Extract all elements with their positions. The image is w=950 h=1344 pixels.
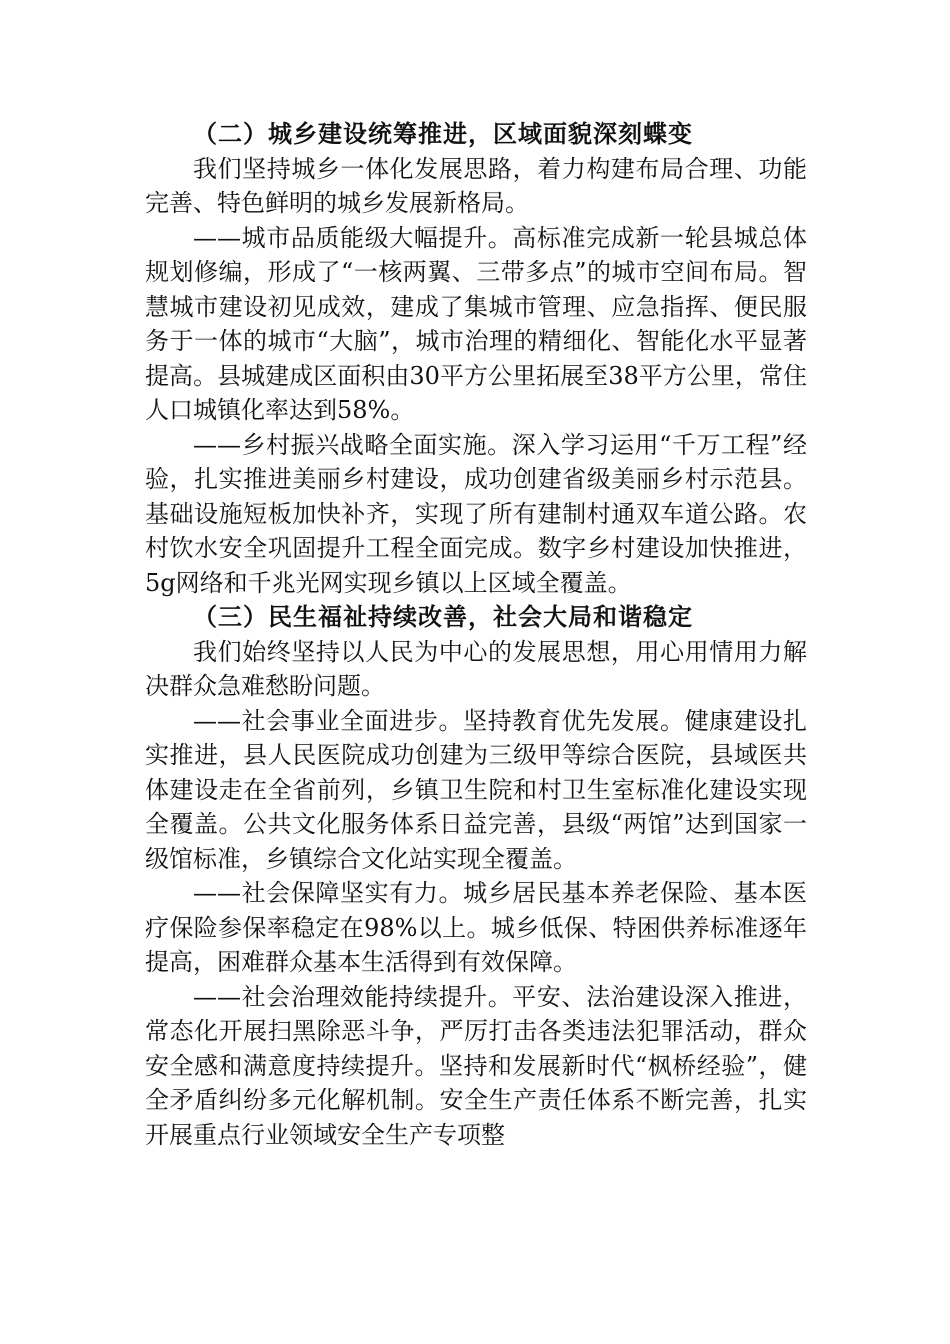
document-body <box>145 117 807 1152</box>
section-3-paragraph-social-security: ——社会保障坚实有力。城乡居民基本养老保险、基本医疗保险参保率稳定在98%以上。城乡低保、特困供养标准逐年提高，困难群众基本生活得到有效保障。 <box>145 879 807 976</box>
section-3-paragraph-social-undertakings: ——社会事业全面进步。坚持教育优先发展。健康建设扎实推进，县人民医院成功创建为三级甲等综合医院，县域医共体建设走在全省前列，乡镇卫生院和村卫生室标准化建设实现全覆盖。公共文化服务体系日益完善，县级“两馆”达到国家一级馆标准，乡镇综合文化站实现全覆盖。 <box>145 706 807 873</box>
section-heading-2: （二）城乡建设统筹推进，区域面貌深刻蝶变 <box>193 120 693 148</box>
section-2-intro: 我们坚持城乡一体化发展思路，着力构建布局合理、功能完善、特色鲜明的城乡发展新格局。 <box>145 154 807 217</box>
section-heading-3: （三）民生福祉持续改善，社会大局和谐稳定 <box>193 603 693 631</box>
section-3-paragraph-social-governance: ——社会治理效能持续提升。平安、法治建设深入推进，常态化开展扫黑除恶斗争，严厉打击各类违法犯罪活动，群众安全感和满意度持续提升。坚持和发展新时代“枫桥经验”，健全矛盾纠纷多元化解机制。安全生产责任体系不断完善，扎实开展重点行业领域安全生产专项整 <box>145 982 807 1149</box>
section-2-paragraph-city: ——城市品质能级大幅提升。高标准完成新一轮县城总体规划修编，形成了“一核两翼、三带多点”的城市空间布局。智慧城市建设初见成效，建成了集城市管理、应急指挥、便民服务于一体的城市“大脑”，城市治理的精细化、智能化水平显著提高。县城建成区面积由30平方公里拓展至38平方公里，常住人口城镇化率达到58%。 <box>145 223 807 424</box>
section-2-paragraph-rural: ——乡村振兴战略全面实施。深入学习运用“千万工程”经验，扎实推进美丽乡村建设，成功创建省级美丽乡村示范县。基础设施短板加快补齐，实现了所有建制村通双车道公路。农村饮水安全巩固提升工程全面完成。数字乡村建设加快推进，5g网络和千兆光网实现乡镇以上区域全覆盖。 <box>145 430 807 597</box>
section-3-intro: 我们始终坚持以人民为中心的发展思想，用心用情用力解决群众急难愁盼问题。 <box>145 637 807 700</box>
